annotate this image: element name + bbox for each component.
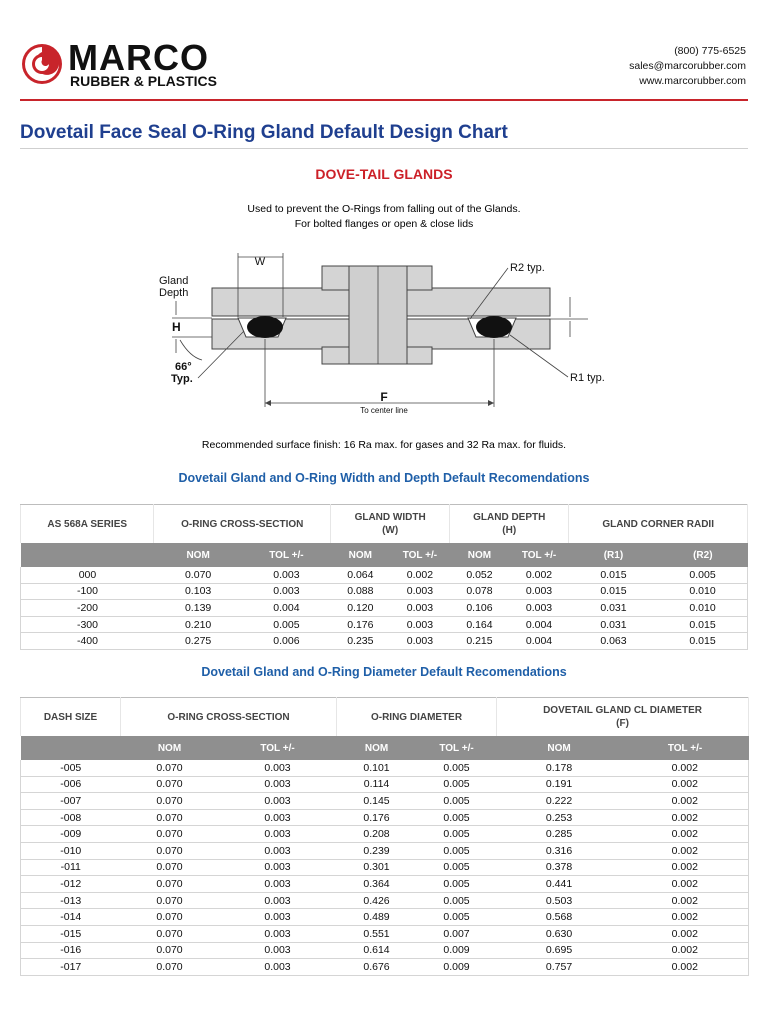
table-cell: 0.426 <box>337 892 417 909</box>
dovetail-gland-diagram <box>150 245 620 420</box>
table-cell: 0.070 <box>121 925 219 942</box>
table-cell: 0.003 <box>219 809 337 826</box>
table-cell: 0.003 <box>509 600 569 617</box>
table-row <box>21 567 748 583</box>
table-cell: 0.005 <box>417 809 497 826</box>
table-cell: 0.004 <box>509 633 569 650</box>
table-row <box>21 826 749 843</box>
header-gland-depth-label: GLAND DEPTH <box>473 512 546 523</box>
header-cross-section: O-RING CROSS-SECTION <box>121 698 337 737</box>
table-cell: 0.757 <box>497 959 622 976</box>
table-cell: 0.070 <box>121 959 219 976</box>
table1-header-row <box>21 505 748 544</box>
table-cell: 0.114 <box>337 776 417 793</box>
table-cell: 0.002 <box>509 567 569 583</box>
table-cell: -011 <box>21 859 121 876</box>
contact-website[interactable]: www.marcorubber.com <box>639 75 746 87</box>
table-row <box>21 909 749 926</box>
table-cell: 0.003 <box>219 793 337 810</box>
table-cell: -007 <box>21 793 121 810</box>
header-cl-diameter-sub: (F) <box>616 718 629 729</box>
table-row <box>21 793 749 810</box>
table-cell: 0.695 <box>497 942 622 959</box>
table-cell: 0.010 <box>658 600 747 617</box>
table-cell: 0.176 <box>331 616 391 633</box>
table-cell: 0.002 <box>390 567 450 583</box>
table-cell: 0.002 <box>622 760 749 776</box>
table-row <box>21 809 749 826</box>
subheader-cell: TOL +/- <box>219 736 337 760</box>
table-cell: 0.031 <box>569 616 658 633</box>
table-cell: 0.063 <box>569 633 658 650</box>
table-cell: 0.106 <box>450 600 510 617</box>
header-gland-depth <box>450 505 569 544</box>
section-title: DOVE-TAIL GLANDS <box>315 166 453 182</box>
table-cell: 0.676 <box>337 959 417 976</box>
header-gland-width-sub: (W) <box>382 525 399 536</box>
table-cell: 0.191 <box>497 776 622 793</box>
table-cell: 0.614 <box>337 942 417 959</box>
subheader-cell: NOM <box>450 543 510 567</box>
table-cell: 0.070 <box>121 776 219 793</box>
table-cell: 0.003 <box>390 600 450 617</box>
table-cell: 0.139 <box>154 600 242 617</box>
table-cell: 0.015 <box>569 567 658 583</box>
header-cl-diameter <box>497 698 749 737</box>
description-line-2: For bolted flanges or open & close lids <box>294 218 474 230</box>
subheader-cell: NOM <box>337 736 417 760</box>
table-cell: 0.005 <box>417 793 497 810</box>
table-row <box>21 925 749 942</box>
table-cell: 0.070 <box>121 760 219 776</box>
logo-tagline: RUBBER & PLASTICS <box>70 73 218 89</box>
table-cell: 0.301 <box>337 859 417 876</box>
header-divider <box>20 99 748 101</box>
table-cell: -014 <box>21 909 121 926</box>
table-cell: 0.070 <box>121 942 219 959</box>
header-gland-width-label: GLAND WIDTH <box>354 512 426 523</box>
table-cell: -010 <box>21 842 121 859</box>
header-cl-diameter-label: DOVETAIL GLAND CL DIAMETER <box>543 705 702 716</box>
subheader-blank <box>21 736 121 760</box>
table-row <box>21 892 749 909</box>
table-cell: 0.003 <box>219 942 337 959</box>
table-cell: 0.164 <box>450 616 510 633</box>
table1-body <box>21 567 748 649</box>
table-cell: 000 <box>21 567 154 583</box>
table-cell: 0.005 <box>417 776 497 793</box>
table-row <box>21 876 749 893</box>
table-cell: -006 <box>21 776 121 793</box>
table-cell: 0.003 <box>390 583 450 600</box>
left-o-ring <box>247 316 283 338</box>
label-f: F <box>380 390 388 404</box>
table-cell: 0.010 <box>658 583 747 600</box>
table-cell: 0.120 <box>331 600 391 617</box>
logo-name: MARCO <box>68 38 209 78</box>
table-cell: 0.078 <box>450 583 510 600</box>
subheader-cell: NOM <box>154 543 242 567</box>
header-cross-section: O-RING CROSS-SECTION <box>154 505 331 544</box>
table-cell: 0.004 <box>509 616 569 633</box>
subheader-blank <box>21 543 154 567</box>
table-cell: 0.378 <box>497 859 622 876</box>
table-cell: -012 <box>21 876 121 893</box>
table-cell: 0.015 <box>658 616 747 633</box>
page-title: Dovetail Face Seal O-Ring Gland Default Design Chart <box>20 122 508 143</box>
table-cell: 0.070 <box>121 892 219 909</box>
table-row <box>21 859 749 876</box>
table-cell: 0.002 <box>622 959 749 976</box>
table-cell: 0.568 <box>497 909 622 926</box>
table-cell: 0.003 <box>390 633 450 650</box>
table-cell: 0.004 <box>242 600 330 617</box>
table-cell: 0.009 <box>417 959 497 976</box>
table-cell: 0.003 <box>219 892 337 909</box>
table-cell: 0.103 <box>154 583 242 600</box>
table-cell: 0.003 <box>219 925 337 942</box>
table-cell: 0.002 <box>622 876 749 893</box>
table-cell: 0.005 <box>417 859 497 876</box>
table-cell: 0.015 <box>658 633 747 650</box>
surface-finish-note: Recommended surface finish: 16 Ra max. for gases and 32 Ra max. for fluids. <box>201 439 567 451</box>
label-r2: R2 typ. <box>510 262 545 274</box>
table-cell: 0.002 <box>622 776 749 793</box>
table-cell: 0.003 <box>219 842 337 859</box>
table1-title: Dovetail Gland and O-Ring Width and Depth Default Recomendations <box>178 471 590 485</box>
table-cell: 0.316 <box>497 842 622 859</box>
table-cell: 0.052 <box>450 567 510 583</box>
width-depth-table <box>20 504 748 650</box>
table-cell: 0.006 <box>242 633 330 650</box>
contact-phone[interactable]: (800) 775-6525 <box>674 45 746 57</box>
table-cell: 0.070 <box>121 809 219 826</box>
table-cell: 0.070 <box>121 793 219 810</box>
table-cell: 0.002 <box>622 859 749 876</box>
subheader-cell: TOL +/- <box>622 736 749 760</box>
label-typ: Typ. <box>171 373 193 385</box>
header-gland-depth-sub: (H) <box>502 525 517 536</box>
subheader-cell: (R1) <box>569 543 658 567</box>
table-cell: 0.007 <box>417 925 497 942</box>
label-angle: 66° <box>175 361 192 373</box>
subheader-cell: TOL +/- <box>390 543 450 567</box>
table-cell: 0.630 <box>497 925 622 942</box>
subheader-cell: NOM <box>121 736 219 760</box>
table-cell: 0.253 <box>497 809 622 826</box>
table-row <box>21 942 749 959</box>
page-header <box>0 0 768 102</box>
table-cell: 0.002 <box>622 842 749 859</box>
subheader-cell: TOL +/- <box>509 543 569 567</box>
table-cell: -015 <box>21 925 121 942</box>
table-cell: 0.003 <box>219 760 337 776</box>
table-cell: 0.178 <box>497 760 622 776</box>
description <box>0 202 768 232</box>
contact-block <box>629 44 746 89</box>
table-cell: -008 <box>21 809 121 826</box>
label-depth: Depth <box>159 287 189 299</box>
table-cell: 0.070 <box>121 842 219 859</box>
table-cell: 0.070 <box>121 909 219 926</box>
table-cell: 0.489 <box>337 909 417 926</box>
table-row <box>21 633 748 650</box>
table-cell: 0.003 <box>219 826 337 843</box>
table-cell: 0.003 <box>219 776 337 793</box>
subheader-cell: NOM <box>331 543 391 567</box>
label-r1: R1 typ. <box>570 372 605 384</box>
table-cell: -300 <box>21 616 154 633</box>
diameter-table <box>20 697 749 976</box>
table-row <box>21 959 749 976</box>
table-cell: -400 <box>21 633 154 650</box>
table-cell: 0.088 <box>331 583 391 600</box>
label-gland: Gland <box>159 275 189 287</box>
table-cell: 0.441 <box>497 876 622 893</box>
table-cell: -200 <box>21 600 154 617</box>
contact-email[interactable]: sales@marcorubber.com <box>629 60 746 72</box>
table-cell: 0.002 <box>622 925 749 942</box>
description-line-1: Used to prevent the O-Rings from falling out of the Glands. <box>247 203 521 215</box>
table-cell: 0.003 <box>219 959 337 976</box>
table-cell: 0.239 <box>337 842 417 859</box>
title-divider <box>20 148 748 149</box>
table-cell: 0.005 <box>242 616 330 633</box>
header-corner-radii: GLAND CORNER RADII <box>569 505 748 544</box>
marco-logo <box>20 38 260 90</box>
table-row <box>21 776 749 793</box>
table-row <box>21 583 748 600</box>
table-cell: 0.031 <box>569 600 658 617</box>
table-cell: 0.005 <box>658 567 747 583</box>
table-cell: 0.101 <box>337 760 417 776</box>
table-cell: 0.002 <box>622 809 749 826</box>
table-cell: 0.002 <box>622 909 749 926</box>
table-cell: 0.070 <box>121 826 219 843</box>
table-cell: 0.005 <box>417 876 497 893</box>
table2-title: Dovetail Gland and O-Ring Diameter Default Recomendations <box>201 665 567 679</box>
table2-subheader-row <box>21 736 749 760</box>
label-center: To center line <box>360 406 408 415</box>
table-cell: 0.364 <box>337 876 417 893</box>
table-cell: 0.003 <box>242 583 330 600</box>
table2-header-row <box>21 698 749 737</box>
table-cell: 0.003 <box>219 909 337 926</box>
table-cell: 0.070 <box>121 876 219 893</box>
table-cell: 0.002 <box>622 793 749 810</box>
table-cell: -013 <box>21 892 121 909</box>
table-cell: 0.064 <box>331 567 391 583</box>
table-cell: 0.210 <box>154 616 242 633</box>
table-cell: 0.003 <box>390 616 450 633</box>
header-dash-size: DASH SIZE <box>21 698 121 737</box>
table-cell: 0.003 <box>219 859 337 876</box>
table-cell: 0.005 <box>417 760 497 776</box>
table-cell: 0.002 <box>622 826 749 843</box>
table-cell: 0.003 <box>219 876 337 893</box>
table-row <box>21 600 748 617</box>
table-row <box>21 842 749 859</box>
table-cell: 0.208 <box>337 826 417 843</box>
label-h: H <box>172 320 181 334</box>
subheader-cell: NOM <box>497 736 622 760</box>
table-cell: 0.503 <box>497 892 622 909</box>
table-cell: 0.235 <box>331 633 391 650</box>
table-cell: 0.222 <box>497 793 622 810</box>
logo-swirl-icon <box>22 44 62 84</box>
subheader-cell: TOL +/- <box>242 543 330 567</box>
table-cell: 0.551 <box>337 925 417 942</box>
table-cell: 0.005 <box>417 909 497 926</box>
subheader-cell: (R2) <box>658 543 747 567</box>
table-cell: -009 <box>21 826 121 843</box>
table-cell: 0.070 <box>121 859 219 876</box>
table-row <box>21 760 749 776</box>
table-cell: 0.176 <box>337 809 417 826</box>
table-cell: 0.003 <box>509 583 569 600</box>
label-w: W <box>254 256 266 268</box>
table-cell: 0.070 <box>154 567 242 583</box>
table2-body <box>21 760 749 975</box>
table-cell: 0.275 <box>154 633 242 650</box>
table-cell: -016 <box>21 942 121 959</box>
table-cell: -100 <box>21 583 154 600</box>
subheader-cell: TOL +/- <box>417 736 497 760</box>
table-cell: -005 <box>21 760 121 776</box>
table-cell: 0.009 <box>417 942 497 959</box>
table-cell: 0.215 <box>450 633 510 650</box>
table-cell: 0.002 <box>622 892 749 909</box>
table-cell: -017 <box>21 959 121 976</box>
right-o-ring <box>476 316 512 338</box>
table-cell: 0.005 <box>417 892 497 909</box>
table-row <box>21 616 748 633</box>
table-cell: 0.002 <box>622 942 749 959</box>
table-cell: 0.015 <box>569 583 658 600</box>
header-series: AS 568A SERIES <box>21 505 154 544</box>
table-cell: 0.003 <box>242 567 330 583</box>
header-diameter: O-RING DIAMETER <box>337 698 497 737</box>
table-cell: 0.005 <box>417 826 497 843</box>
table-cell: 0.005 <box>417 842 497 859</box>
table-cell: 0.285 <box>497 826 622 843</box>
table-cell: 0.145 <box>337 793 417 810</box>
header-gland-width <box>331 505 450 544</box>
table1-subheader-row <box>21 543 748 567</box>
